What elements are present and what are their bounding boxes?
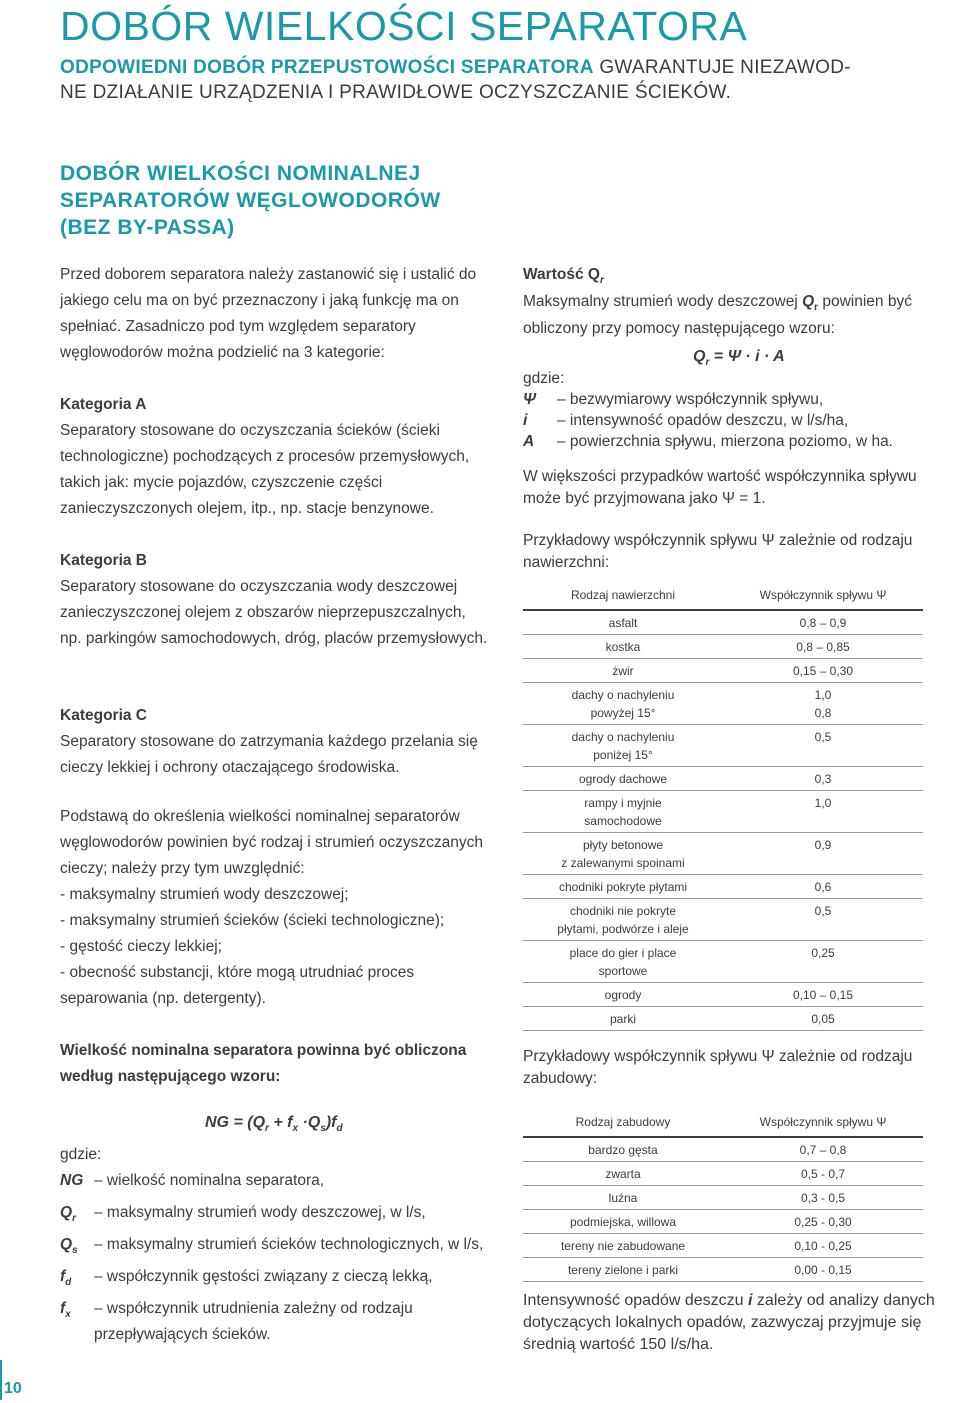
table-header-row <box>523 583 923 610</box>
section-title-line1: DOBÓR WIELKOŚCI NOMINALNEJ <box>60 162 421 185</box>
table-row <box>523 1162 923 1186</box>
legend-symbol: $f_d$ <box>60 1268 72 1289</box>
category-b-text: Separatory stosowane do oczyszczania wody deszczowej zanieczyszczonej olejem z obszarów nieprzepuszczalnych, np. parkingów samochodowych, dróg, placów przemysłowych. <box>60 578 488 647</box>
right-legend <box>523 368 943 452</box>
table-row <box>523 1210 923 1234</box>
table-row <box>523 833 923 875</box>
table-header-row <box>523 1110 923 1137</box>
table-row <box>523 683 923 725</box>
bullet-2: - maksymalny strumień ścieków (ścieki technologiczne); <box>60 912 445 929</box>
category-c-title: Kategoria C <box>60 707 147 724</box>
subtitle-rest: GWARANTUJE NIEZAWOD- <box>593 57 851 78</box>
table-row <box>523 635 923 659</box>
page-number: 10 <box>4 1380 22 1397</box>
table-row <box>523 875 923 899</box>
table-cell: 0,5 <box>723 899 923 941</box>
table-cell: 0,9 <box>723 833 923 875</box>
page-subtitle <box>60 55 940 105</box>
table-cell: 0,00 - 0,15 <box>723 1258 923 1282</box>
legend-fd <box>60 1264 490 1296</box>
table-row <box>523 1234 923 1258</box>
table-header-cell: Rodzaj zabudowy <box>523 1110 723 1137</box>
bullet-1: - maksymalny strumień wody deszczowej; <box>60 886 349 903</box>
table-cell: ogrody <box>523 983 723 1007</box>
legend-symbol: Ψ <box>523 391 536 408</box>
table-cell: 0,3 <box>723 767 923 791</box>
legend-text: – intensywność opadów deszczu, w l/s/ha, <box>557 412 849 429</box>
bullet-3: - gęstość cieczy lekkiej; <box>60 938 222 955</box>
table-cell: parki <box>523 1007 723 1031</box>
legend-symbol: NG <box>60 1172 84 1189</box>
legend-text: – maksymalny strumień wody deszczowej, w l/s, <box>94 1204 426 1222</box>
intro-paragraph: Przed doborem separatora należy zastanowić się i ustalić do jakiego celu ma on być przeznaczony i jaką funkcję ma on spełniać. Zasadniczo pod tym względem separatory węglowodorów można podzielić na 3 kategorie: <box>60 266 477 361</box>
table-cell: 0,7 – 0,8 <box>723 1137 923 1162</box>
section-title-line2: SEPARATORÓW WĘGLOWODORÓW <box>60 189 441 212</box>
category-b <box>60 548 490 652</box>
table-header-cell: Współczynnik spływu Ψ <box>723 1110 923 1137</box>
table-row <box>523 725 923 767</box>
table-cell: 1,0 <box>723 791 923 833</box>
legend-ng <box>60 1168 490 1200</box>
table-row <box>523 941 923 983</box>
subtitle-line2: NE DZIAŁANIE URZĄDZENIA I PRAWIDŁOWE OCZYSZCZANIE ŚCIEKÓW. <box>60 82 732 103</box>
table-cell: asfalt <box>523 610 723 635</box>
table-cell: rampy i myjnie samochodowe <box>523 791 723 833</box>
table-row <box>523 899 923 941</box>
page-edge-bar <box>0 1360 2 1400</box>
table-row <box>523 1007 923 1031</box>
table-cell: luźna <box>523 1186 723 1210</box>
legend-symbol: A <box>523 433 535 450</box>
table-row <box>523 767 923 791</box>
category-a <box>60 392 490 522</box>
basis-paragraph: Podstawą do określenia wielkości nominalnej separatorów węglowodorów powinien być rodzaj i strumień oczyszczanych cieczy; należy przy tym uwzględnić: <box>60 808 483 877</box>
table-cell: 0,8 – 0,9 <box>723 610 923 635</box>
note-paragraph: W większości przypadków wartość współczynnika spływu może być przyjmowana jako Ψ = 1. <box>523 468 917 507</box>
table-cell: dachy o nachyleniu poniżej 15° <box>523 725 723 767</box>
table-cell: chodniki nie pokryte płytami, podwórze i aleje <box>523 899 723 941</box>
category-c <box>60 703 490 781</box>
legend-text: – bezwymiarowy współczynnik spływu, <box>557 391 824 408</box>
table-row <box>523 791 923 833</box>
legend-a <box>523 431 943 452</box>
surface-coefficient-table <box>523 583 923 1031</box>
table-cell: 0,5 - 0,7 <box>723 1162 923 1186</box>
table-row <box>523 659 923 683</box>
section-title-line3: (BEZ BY-PASSA) <box>60 216 235 239</box>
subtitle-bold: ODPOWIEDNI DOBÓR PRZEPUSTOWOŚCI SEPARATORA <box>60 57 594 78</box>
table-row <box>523 1137 923 1162</box>
category-c-text: Separatory stosowane do zatrzymania każdego przelania się cieczy lekkiej i ochrony otaczającego środowiska. <box>60 733 478 776</box>
right-where: gdzie: <box>523 370 565 387</box>
legend-text: – powierzchnia spływu, mierzona poziomo, w ha. <box>557 433 893 450</box>
table-cell: płyty betonowe z zalewanymi spoinami <box>523 833 723 875</box>
table1-intro: Przykładowy współczynnik spływu Ψ zależnie od rodzaju nawierzchni: <box>523 532 913 571</box>
table-cell: podmiejska, willowa <box>523 1210 723 1234</box>
table-cell: 0,5 <box>723 725 923 767</box>
legend-qr <box>60 1200 490 1232</box>
table-cell: 0,10 - 0,25 <box>723 1234 923 1258</box>
table-cell: chodniki pokryte płytami <box>523 875 723 899</box>
table-cell: 0,25 <box>723 941 923 983</box>
table-cell: ogrody dachowe <box>523 767 723 791</box>
left-legend <box>60 1142 490 1348</box>
legend-fx <box>60 1296 490 1348</box>
table-cell: żwir <box>523 659 723 683</box>
legend-symbol: $f_x$ <box>60 1300 71 1321</box>
table-row <box>523 983 923 1007</box>
legend-symbol: i <box>523 412 528 429</box>
table-row <box>523 1186 923 1210</box>
table-cell: 0,6 <box>723 875 923 899</box>
table-cell: zwarta <box>523 1162 723 1186</box>
table-cell: kostka <box>523 635 723 659</box>
category-a-title: Kategoria A <box>60 396 147 413</box>
qr-formula: $Q_r = \Psi \cdot i \cdot A$ <box>693 348 785 369</box>
bullet-4: - obecność substancji, które mogą utrudniać proces separowania (np. detergenty). <box>60 964 415 1007</box>
table-cell: 1,0 0,8 <box>723 683 923 725</box>
category-a-text: Separatory stosowane do oczyszczania ścieków (ścieki technologiczne) pochodzących z procesów przemysłowych, takich jak: mycie pojazdów, czyszczenie części zanieczyszczonych olejem, itp., np. stacje benzynowe. <box>60 422 470 517</box>
table-row <box>523 1258 923 1282</box>
table-header-cell: Współczynnik spływu Ψ <box>723 583 923 610</box>
legend-psi <box>523 389 943 410</box>
table2-intro: Przykładowy współczynnik spływu Ψ zależnie od rodzaju zabudowy: <box>523 1048 913 1087</box>
page-title: DOBÓR WIELKOŚCI SEPARATORA <box>60 3 748 49</box>
table-cell: tereny nie zabudowane <box>523 1234 723 1258</box>
table-cell: tereny zielone i parki <box>523 1258 723 1282</box>
legend-i <box>523 410 943 431</box>
final-paragraph: Intensywność opadów deszczu i zależy od analizy danych dotyczących lokalnych opadów, zazwyczaj przyjmuje się średnią wartość 150 l/s/ha. <box>523 1292 935 1353</box>
legend-symbol: $Q_r$ <box>60 1204 76 1225</box>
table-row <box>523 610 923 635</box>
qr-section <box>523 264 943 339</box>
table-cell: place do gier i place sportowe <box>523 941 723 983</box>
table-header-cell: Rodzaj nawierzchni <box>523 583 723 610</box>
legend-symbol: $Q_s$ <box>60 1236 78 1257</box>
formula-intro: Wielkość nominalna separatora powinna być obliczona według następującego wzoru: <box>60 1042 467 1085</box>
left-where: gdzie: <box>60 1146 102 1163</box>
table-cell: dachy o nachyleniu powyżej 15° <box>523 683 723 725</box>
table-cell: 0,3 - 0,5 <box>723 1186 923 1210</box>
section-title <box>60 160 441 241</box>
ng-formula: NG = $(Q_r + f_x \cdot Q_s)f_d$ <box>205 1114 343 1135</box>
table-cell: 0,05 <box>723 1007 923 1031</box>
table-cell: bardzo gęsta <box>523 1137 723 1162</box>
qr-title: Wartość $Q_r$ <box>523 266 604 287</box>
legend-text: – współczynnik gęstości związany z cieczą lekką, <box>94 1268 433 1286</box>
table-cell: 0,8 – 0,85 <box>723 635 923 659</box>
development-coefficient-table <box>523 1110 923 1282</box>
basis-block <box>60 804 490 1012</box>
legend-qs <box>60 1232 490 1264</box>
table-cell: 0,10 – 0,15 <box>723 983 923 1007</box>
table-cell: 0,15 – 0,30 <box>723 659 923 683</box>
table-cell: 0,25 - 0,30 <box>723 1210 923 1234</box>
legend-text: – maksymalny strumień ścieków technologicznych, w l/s, <box>94 1236 484 1254</box>
legend-text: – wielkość nominalna separatora, <box>94 1172 325 1189</box>
qr-text: Maksymalny strumień wody deszczowej $Q_r$ powinien być obliczony przy pomocy następującego wzoru: <box>523 293 912 338</box>
legend-text: – współczynnik utrudnienia zależny od rodzaju przepływających ścieków. <box>94 1300 413 1344</box>
category-b-title: Kategoria B <box>60 552 147 569</box>
left-column <box>60 262 490 366</box>
